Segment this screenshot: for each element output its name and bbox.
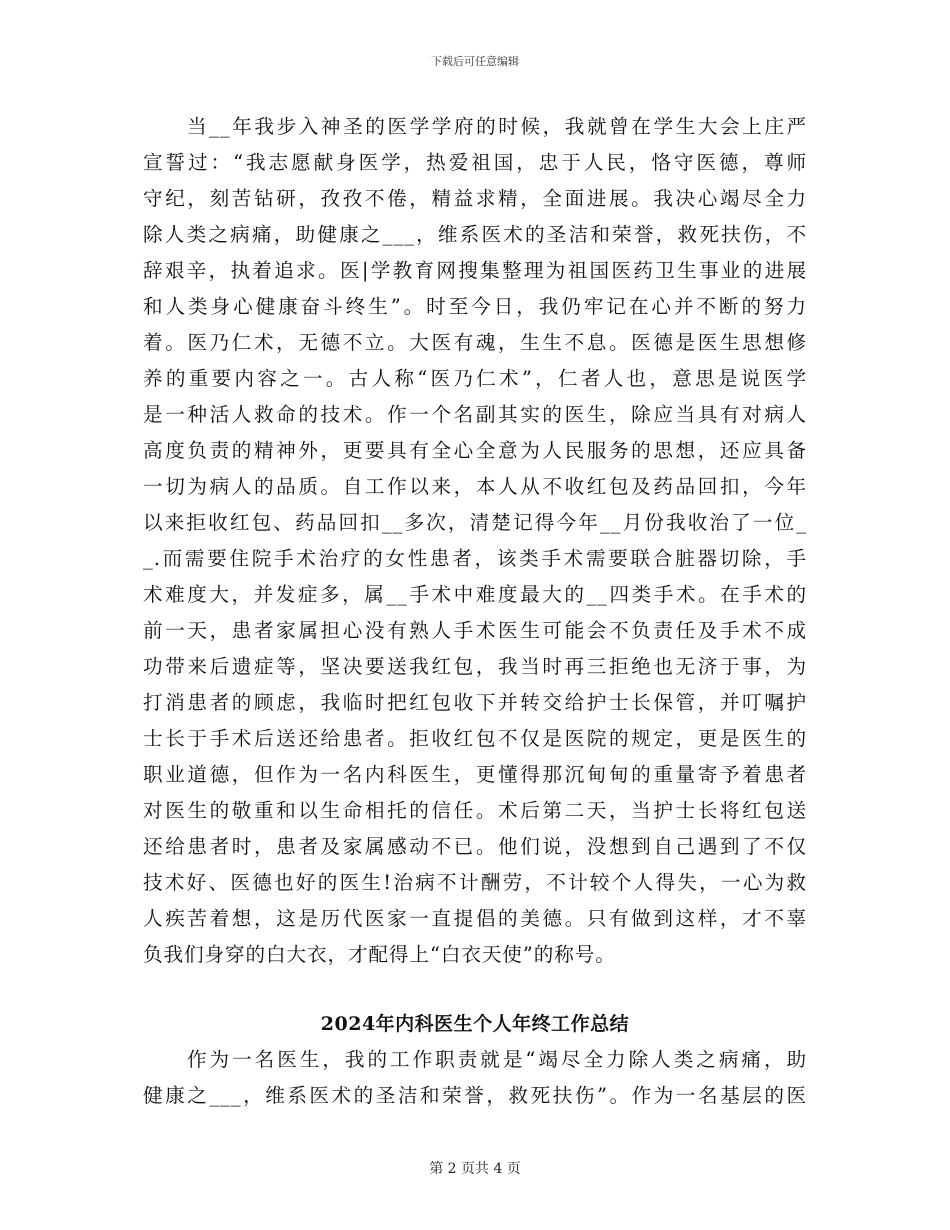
text-line: 功带来后遗症等，坚决要送我红包，我当时再三拒绝也无济于事，为	[143, 655, 807, 678]
text-line: 职业道德，但作为一名内科医生，更懂得那沉甸甸的重量寄予着患者	[143, 763, 807, 786]
text-line: 对医生的敬重和以生命相托的信任。术后第二天，当护士长将红包送	[143, 799, 807, 822]
text-line: 负我们身穿的白大衣，才配得上“白衣天使”的称号。	[143, 943, 616, 966]
text-line: 着。医乃仁术，无德不立。大医有魂，生生不息。医德是医生思想修	[143, 331, 807, 354]
text-line: _.而需要住院手术治疗的女性患者，该类手术需要联合脏器切除，手	[143, 547, 807, 570]
text-line: 高度负责的精神外，更要具有全心全意为人民服务的思想，还应具备	[143, 439, 807, 462]
text-line: 技术好、医德也好的医生!治病不计酬劳，不计较个人得失，一心为救	[143, 871, 807, 894]
page-header-note: 下载后可任意编辑	[431, 55, 519, 68]
text-line: 是一种活人救命的技术。作一个名副其实的医生，除应当具有对病人	[143, 403, 807, 426]
text-line: 术难度大，并发症多，属__手术中难度最大的__四类手术。在手术的	[143, 583, 807, 606]
text-line: 辞艰辛，执着追求。医|学教育网搜集整理为祖国医药卫生事业的进展	[143, 259, 807, 282]
text-line: 人疾苦着想，这是历代医家一直提倡的美德。只有做到这样，才不辜	[143, 907, 807, 930]
text-line: 一切为病人的品质。自工作以来，本人从不收红包及药品回扣，今年	[143, 475, 807, 498]
text-line: 士长于手术后送还给患者。拒收红包不仅是医院的规定，更是医生的	[143, 727, 807, 750]
page-number: 第 2 页共 4 页	[429, 1161, 521, 1177]
paragraph-oath	[143, 109, 807, 973]
text-line: 养的重要内容之一。古人称“医乃仁术”，仁者人也，意思是说医学	[143, 367, 807, 390]
text-line: 以来拒收红包、药品回扣__多次，清楚记得今年__月份我收治了一位_	[143, 511, 807, 534]
text-line: 健康之___，维系医术的圣洁和荣誉，救死扶伤”。作为一名基层的医	[143, 1084, 807, 1107]
text-line: 还给患者时，患者及家属感动不已。他们说，没想到自己遇到了不仅	[143, 835, 807, 858]
text-line: 打消患者的顾虑，我临时把红包收下并转交给护士长保管，并叮嘱护	[143, 691, 807, 714]
text-line: 宣誓过：“我志愿献身医学，热爱祖国，忠于人民，恪守医德，尊师	[143, 151, 807, 174]
text-line: 作为一名医生，我的工作职责就是“竭尽全力除人类之病痛，助	[187, 1048, 807, 1071]
paragraph-summary	[143, 1042, 807, 1114]
text-line: 前一天，患者家属担心没有熟人手术医生可能会不负责任及手术不成	[143, 619, 807, 642]
text-line: 守纪，刻苦钻研，孜孜不倦，精益求精，全面进展。我决心竭尽全力	[143, 187, 807, 210]
text-line: 和人类身心健康奋斗终生”。时至今日，我仍牢记在心并不断的努力	[143, 295, 807, 318]
section-title: 2024年内科医生个人年终工作总结	[320, 1013, 630, 1035]
text-line: 除人类之病痛，助健康之___，维系医术的圣洁和荣誉，救死扶伤，不	[143, 223, 807, 246]
text-line: 当__年我步入神圣的医学学府的时候，我就曾在学生大会上庄严	[187, 115, 807, 138]
